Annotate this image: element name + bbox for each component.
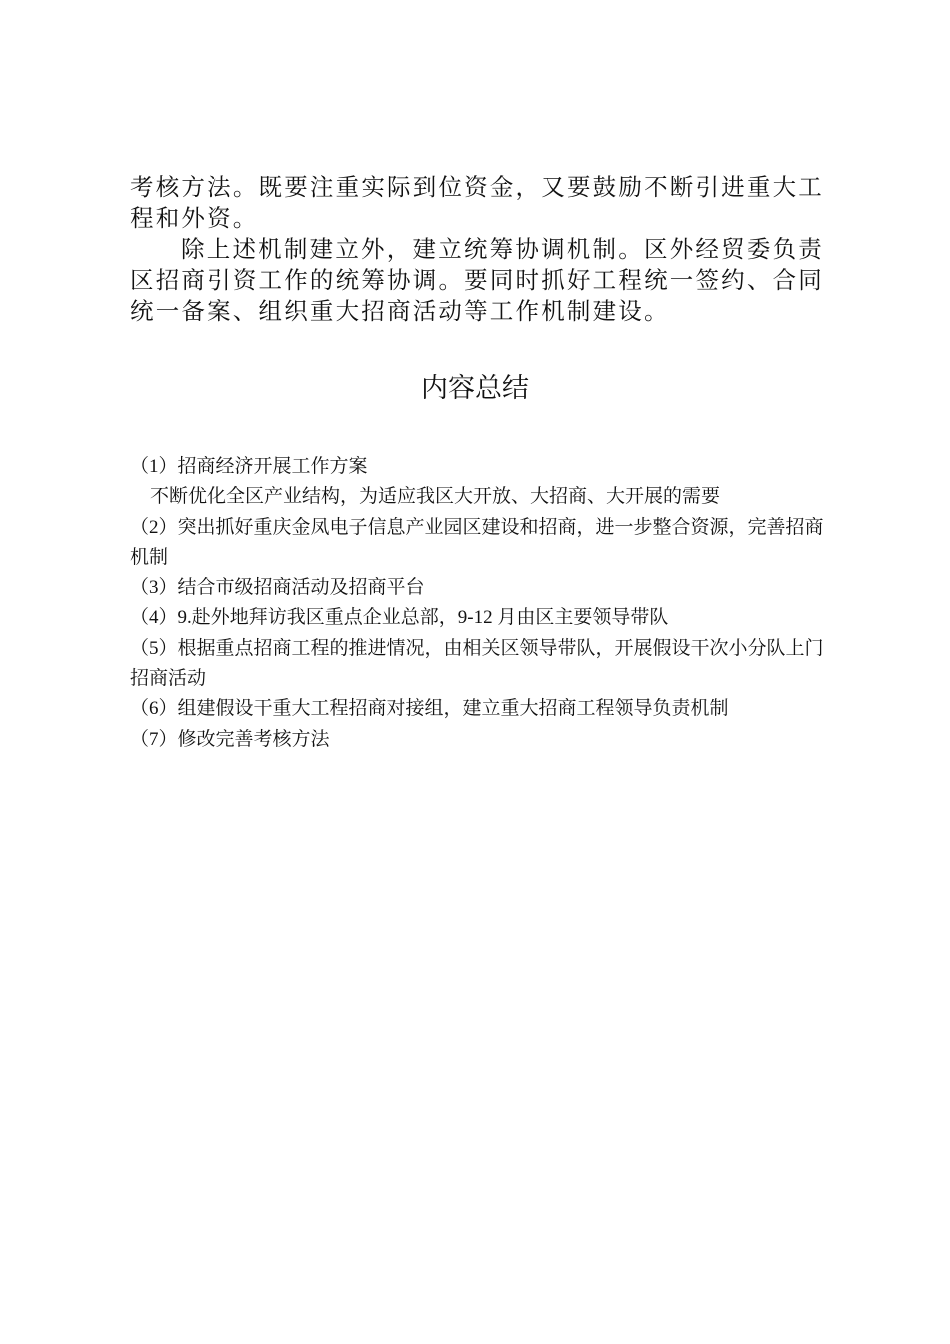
summary-item: （6）组建假设干重大工程招商对接组，建立重大招商工程领导负责机制 — [130, 698, 729, 720]
body-paragraph: 考核方法。既要注重实际到位资金，又要鼓励不断引进重大工程和外资。 — [130, 173, 824, 232]
summary-item: （1）招商经济开展工作方案 — [130, 456, 368, 477]
summary-item: （2）突出抓好重庆金凤电子信息产业园区建设和招商，进一步整合资源，完善招商机制 — [130, 516, 824, 568]
body-text — [130, 172, 824, 327]
summary-item: （5）根据重点招商工程的推进情况，由相关区领导带队，开展假设干次小分队上门招商活动 — [130, 637, 824, 690]
summary-item: （7）修改完善考核方法 — [130, 728, 330, 750]
summary-item: （4）9.赴外地拜访我区重点企业总部，9-12 月由区主要领导带队 — [130, 607, 669, 629]
body-paragraph: 除上述机制建立外，建立统筹协调机制。区外经贸委负责区招商引资工作的统筹协调。要同时抓好工程统一签约、合同统一备案、组织重大招商活动等工作机制建设。 — [130, 235, 824, 325]
summary-list — [130, 452, 830, 755]
summary-item: 不断优化全区产业结构，为适应我区大开放、大招商、大开展的需要 — [150, 486, 721, 508]
summary-title: 内容总结 — [421, 373, 529, 403]
summary-item: （3）结合市级招商活动及招商平台 — [130, 577, 425, 599]
